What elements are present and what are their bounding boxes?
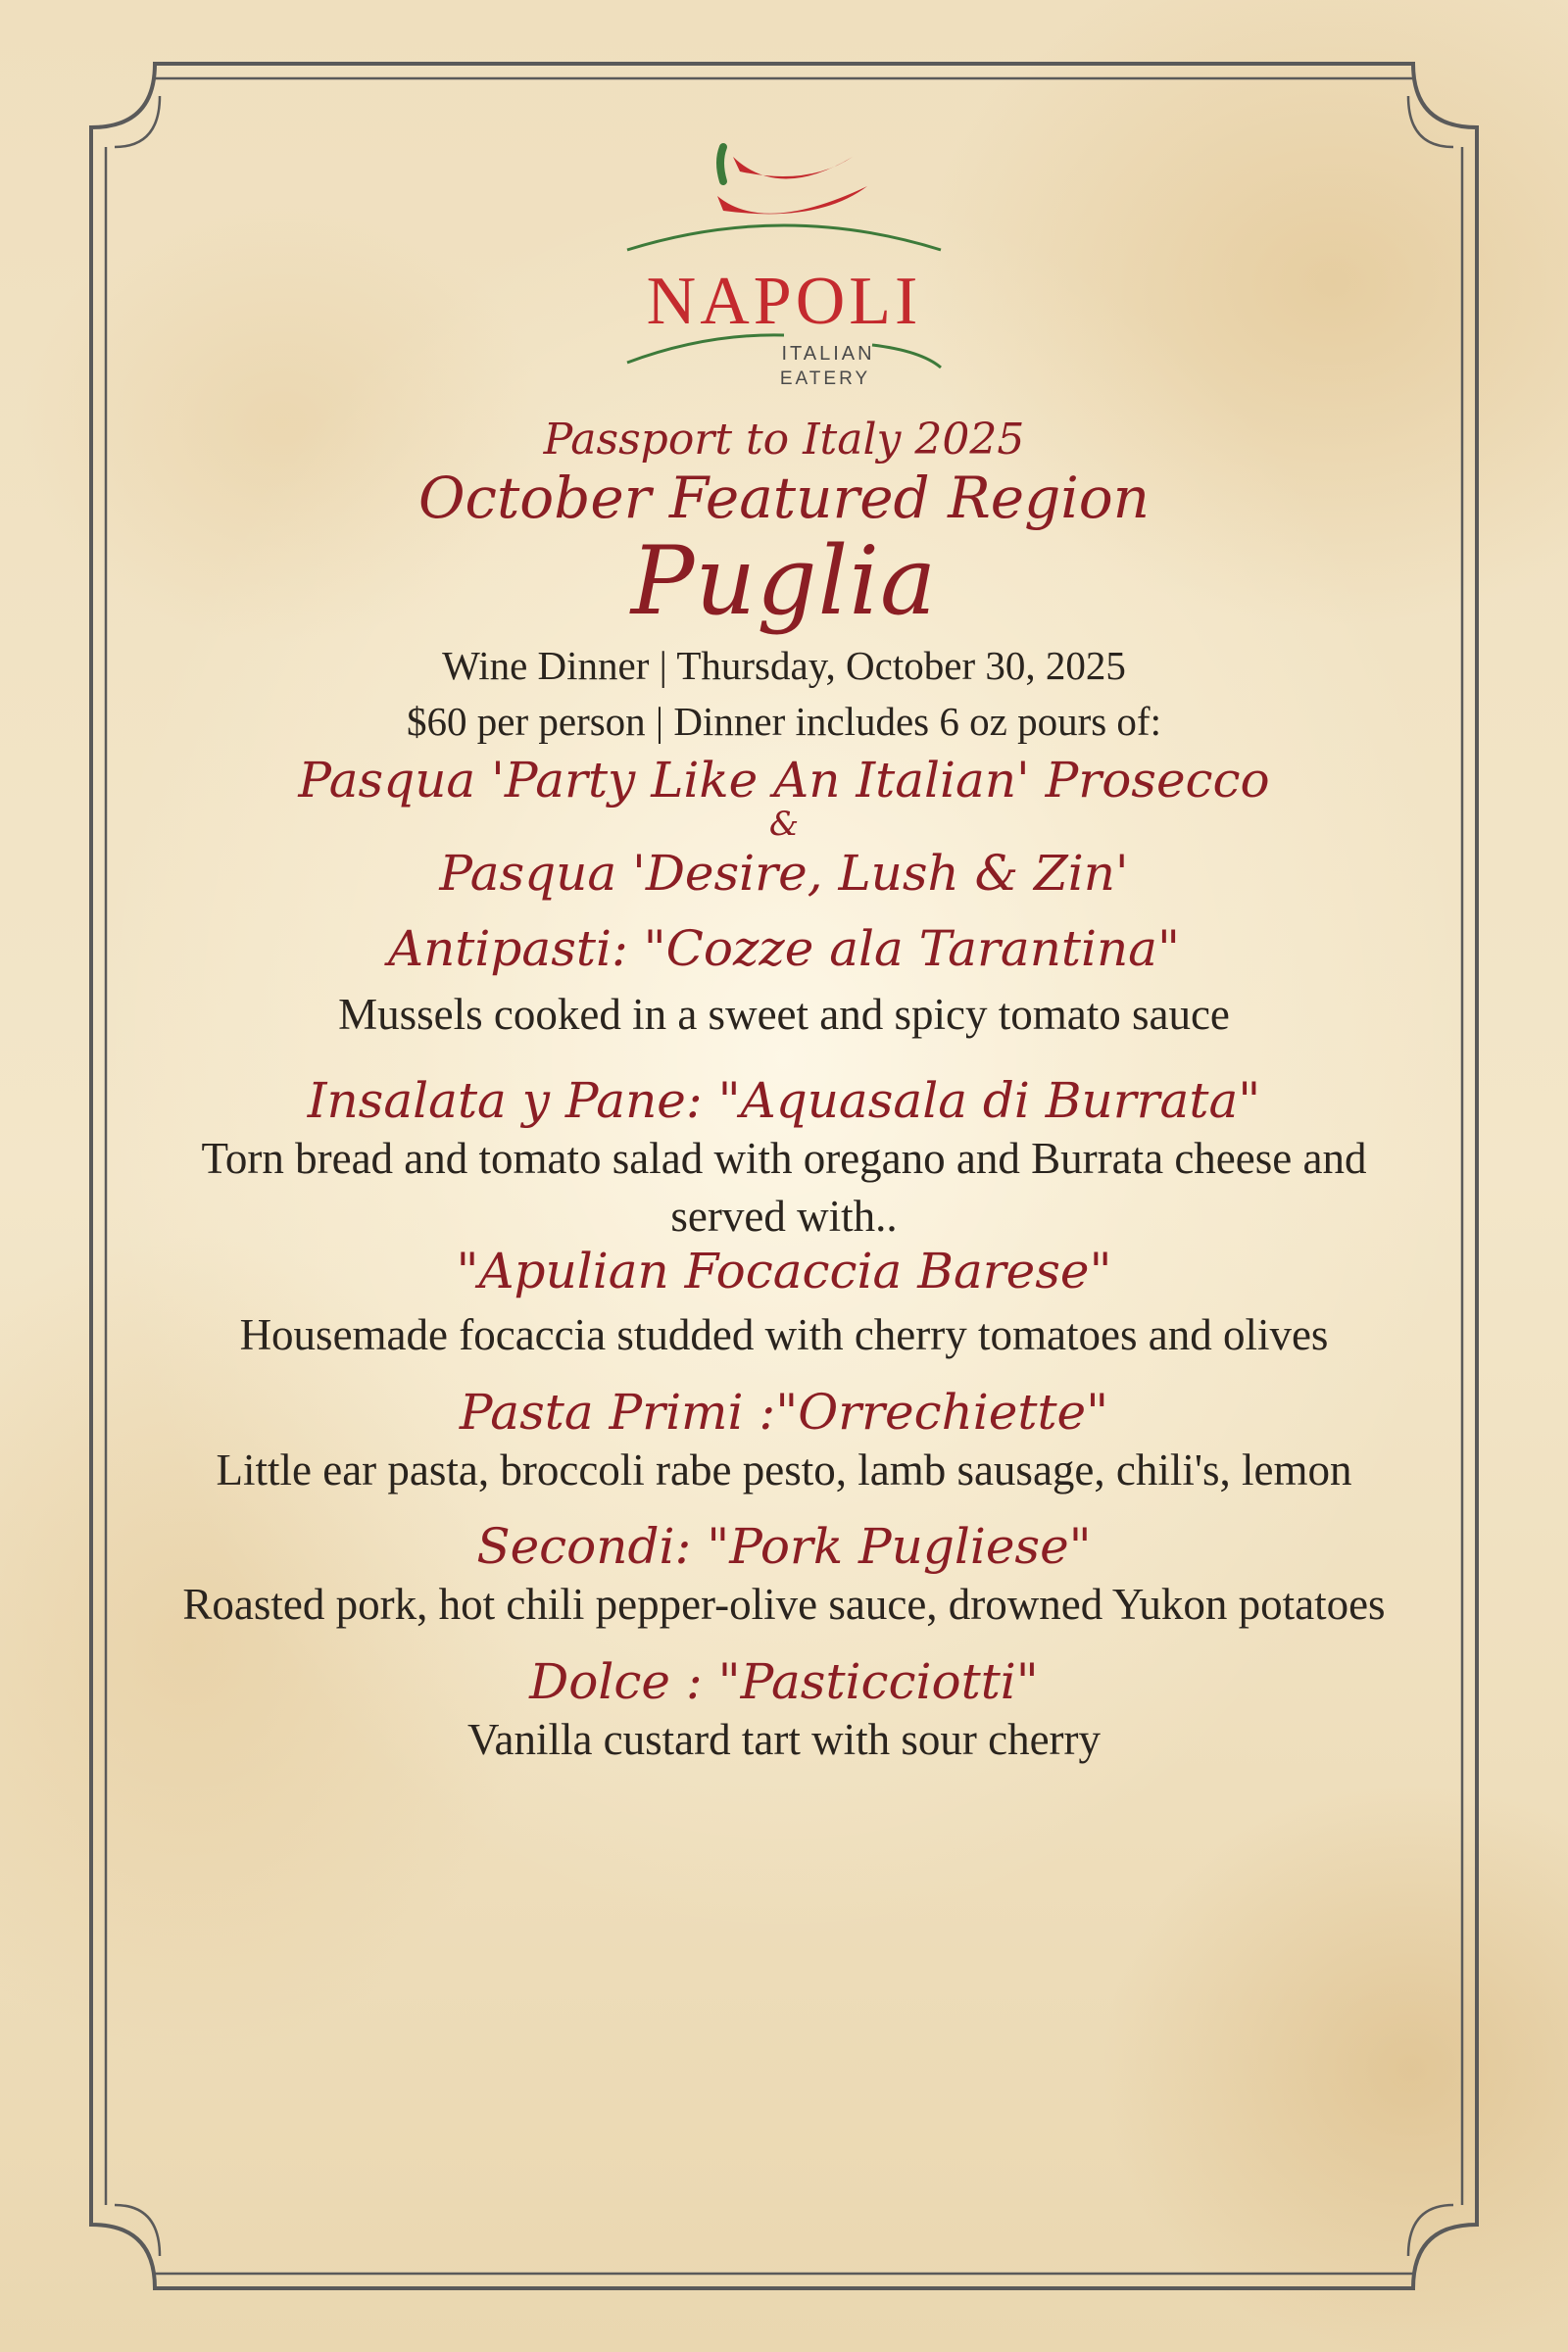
course-description: Roasted pork, hot chili pepper-olive sauce, drowned Yukon potatoes [182, 1580, 1386, 1630]
napoli-logo [608, 127, 960, 402]
passport-title: Passport to Italy 2025 [543, 415, 1025, 465]
course-description: Torn bread and tomato salad with oregano and Burrata cheese and served with.. [201, 1134, 1367, 1241]
course-title: Pasta Primi :"Orrechiette" [459, 1383, 1109, 1441]
course-title: Dolce : "Pasticciotti" [529, 1652, 1039, 1710]
course-description: Mussels cooked in a sweet and spicy tomato sauce [338, 990, 1230, 1040]
course-title: Secondi: "Pork Pugliese" [476, 1518, 1092, 1576]
course-title: Antipasti: "Cozze ala Tarantina" [387, 920, 1180, 978]
logo-wordmark: NAPOLI [646, 264, 922, 339]
featured-region-title: October Featured Region [417, 465, 1151, 532]
course-description: Little ear pasta, broccoli rabe pesto, lamb sausage, chili's, lemon [216, 1445, 1352, 1494]
course-antipasti [98, 922, 1470, 1051]
course-insalata [98, 1074, 1470, 1364]
course-subtitle: "Apulian Focaccia Barese" [456, 1243, 1112, 1300]
course-title: Insalata y Pane: "Aquasala di Burrata" [307, 1072, 1261, 1130]
course-sub-description: Housemade focaccia studded with cherry tomatoes and olives [239, 1310, 1329, 1360]
wine-ampersand: & [768, 805, 800, 845]
course-dolce [98, 1652, 1470, 1769]
region-name: Puglia [630, 526, 938, 637]
event-price-line: $60 per person | Dinner includes 6 oz pours of: [407, 698, 1161, 744]
logo-subline-2: EATERY [779, 368, 871, 389]
wine-1: Pasqua 'Party Like An Italian' Prosecco [298, 752, 1270, 809]
event-date-line: Wine Dinner | Thursday, October 30, 2025 [442, 642, 1126, 688]
logo-subline-1: ITALIAN [781, 343, 875, 365]
pepper-icon [608, 127, 960, 402]
wine-2: Pasqua 'Desire, Lush & Zin' [439, 845, 1129, 903]
course-description: Vanilla custard tart with sour cherry [466, 1714, 1102, 1764]
course-secondi [98, 1520, 1470, 1634]
menu-content [98, 397, 1470, 1768]
course-pasta [98, 1383, 1470, 1499]
